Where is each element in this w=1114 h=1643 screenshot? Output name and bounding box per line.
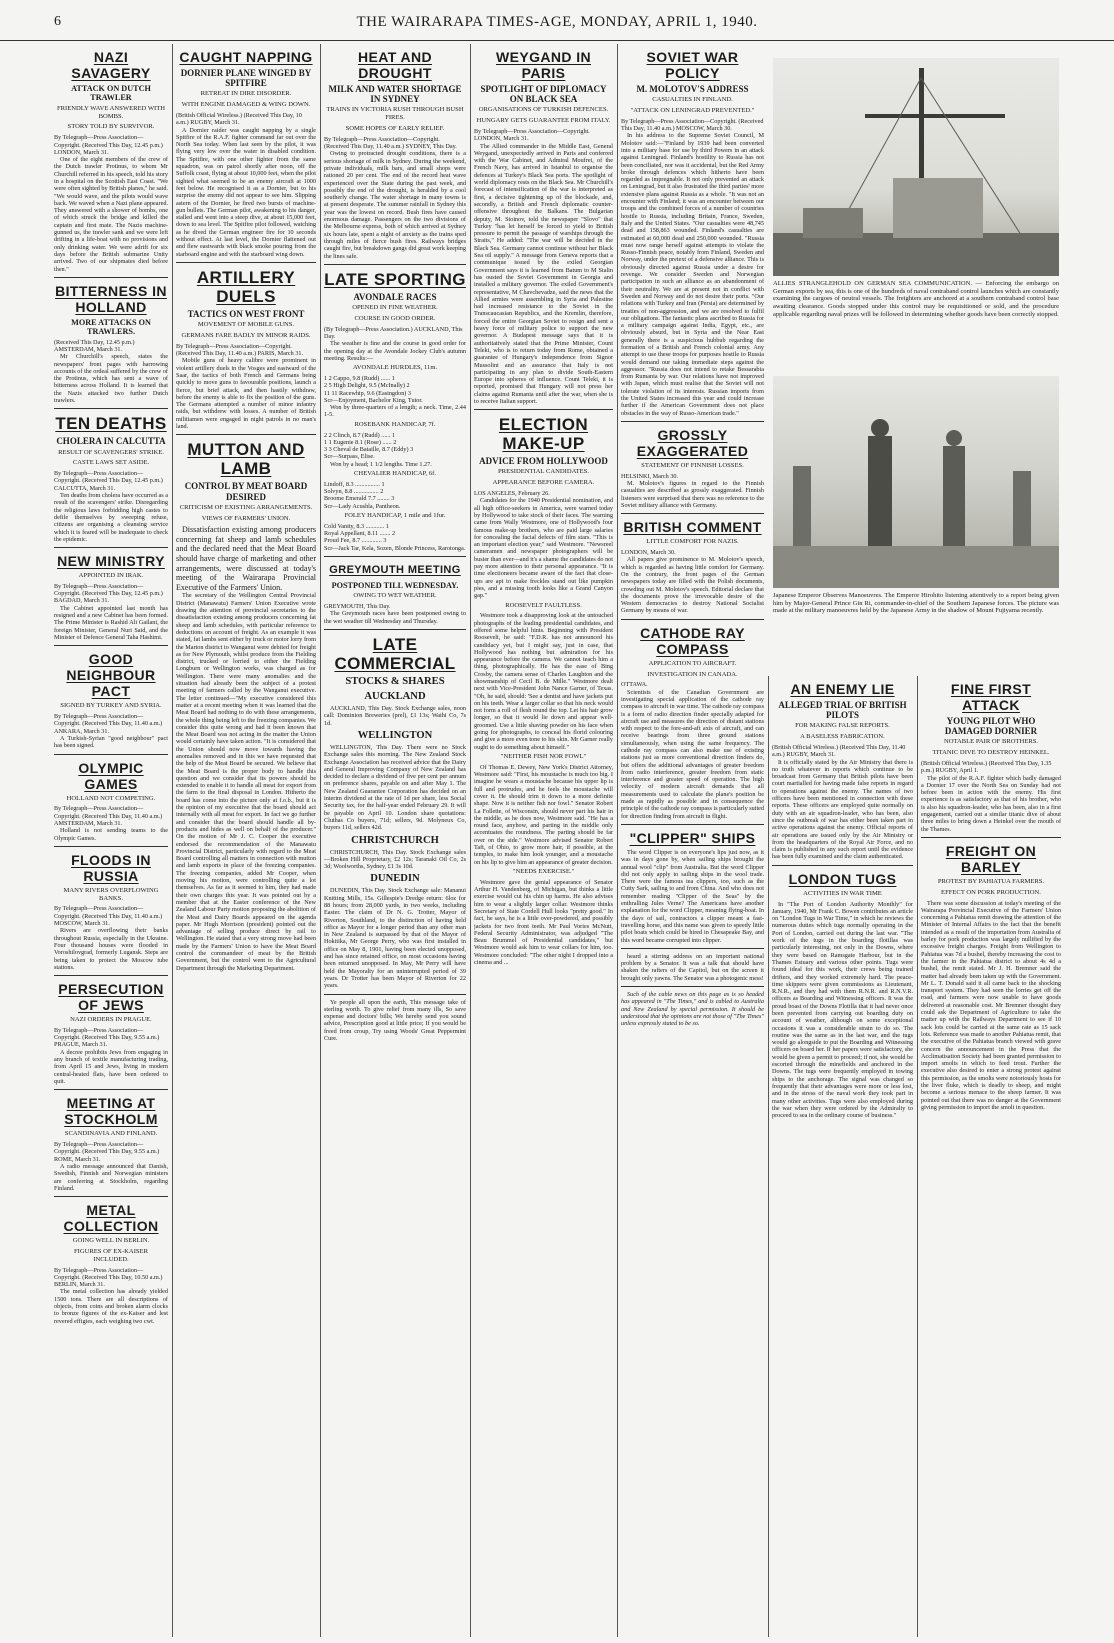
article-body: A Turkish-Syrian "good neighbour" pact has been signed. xyxy=(54,734,168,750)
race-result: 1 2 Cappo, 9.8 (Rudd) ...... 1 xyxy=(324,374,395,382)
race-heading: FOLEY HANDICAP, 1 mile and 1fur. xyxy=(344,511,446,519)
subheadline: MILK AND WATER SHORTAGE IN SYDNEY xyxy=(328,84,462,105)
headline: GREYMOUTH MEETING xyxy=(329,563,461,576)
dateline: By Telegraph—Press Association—Copyright. (Received This Day, 12.45 p.m.) CALCUTTA, March 31. xyxy=(54,470,163,492)
race-result: 11 11 Racewhip, 9.6 (Easingdon) 3 xyxy=(324,389,412,397)
dateline: By Telegraph—Press Association—Copyright. (Received This Day, 11.40 a.m.) SYDNEY, This Day. xyxy=(324,135,457,151)
photo-emperor-manoeuvres xyxy=(773,376,1059,588)
article-body: The pilot of the R.A.F. fighter which badly damaged a Dornier 17 over the North Sea on Sunday had not before been in action with the enemy. His first experience is as satisfactory as that of his brother, who is also his squadron-leader, who has been, also in a first engagement, carried out a similar titanic dive of about three miles to bring down a Heinkel over the mouth of the Thames. xyxy=(921,774,1061,833)
dateline: By Telegraph—Press Association—Copyright. (Received This Day, 12.45 p.m.) LONDON, March 31. xyxy=(54,134,163,156)
subheadline: SIGNED BY TURKEY AND SYRIA. xyxy=(60,702,162,710)
dateline: (British Official Wireless.) (Received This Day, 1.35 p.m.) RUGBY, April 1. xyxy=(921,760,1052,775)
race-result: Royal Appellant, 8.11 ....... 2 xyxy=(324,530,396,538)
section-heading: DUNEDIN xyxy=(370,873,420,885)
dateline: By Telegraph—Press Association—Copyright. (Received This Day, 10.50 a.m.) BERLIN, March 31. xyxy=(54,1266,163,1289)
article-body: DUNEDIN, This Day. Stock Exchange sale: Mananui Knitting Mills, 15s. Gillespie's Dredge return: 6loz for 88 hours; from 28,000 yards, in two weeks, including Easter. The claim of Dr N. G. Trotter, Mayor of Riverton, Southland, to the distinction of having held office as Mayor for a longer period than any other man in New Zealand is surpassed by that of the Mayor of Hokitika, Mr George Perry, who was first installed in office on May 8, 1901, having been elected unopposed, and has since retained office, on most occasions having been returned unopposed. In May, Mr Perry will have held the Mayoralty for an uninterrupted period of 39 years. Dr Trotter has been Mayor of Riverton for 22 years. xyxy=(324,887,466,990)
subheadline: STORY TOLD BY SURVIVOR. xyxy=(67,123,155,131)
photo-caption: Japanese Emperor Observes Manoeuvres. The Emperor Hirohito listening attentively to a report being given him by Major-General Prince Gin Ri, commander-in-chief of the Southern Japanese forces. The picture was made at the military manoeuvres held by the Japanese Army in the shadow of Mount Fujiyama recently. xyxy=(773,592,1059,615)
dateline: By Telegraph—Press Association—Copyright. (Received This Day, 11.40 a.m.) AMSTERDAM, March 31. xyxy=(54,805,163,827)
article-body: The weather is fine and the course in good order for the opening day at the Avondale Jockey Club's autumn meeting. Results:— xyxy=(324,340,466,362)
subheadline: OWING TO WET WEATHER. xyxy=(353,592,437,600)
subheadline: DORNIER PLANE WINGED BY SPITFIRE xyxy=(180,68,312,89)
headline: BITTERNESS IN HOLLAND xyxy=(55,282,167,315)
headline: LONDON TUGS xyxy=(788,870,897,887)
article-body: The metal collection has already yielded 1500 tons. There are all descriptions of objects, from coins and broken alarm clocks to bronze figures of the ex-Kaiser and lest revered effigies, each weighing two cwt. xyxy=(54,1288,168,1325)
headline: METAL COLLECTION xyxy=(63,1202,159,1235)
headline: ARTILLERY DUELS xyxy=(196,267,296,306)
subheadline: GOING WELL IN BERLIN. xyxy=(72,1237,150,1245)
article-body: The Cabinet appointed last month has resigned and a new Cabinet has been formed. The Prime Minister is Rashid Ali Gailani, the foreign Minister, General Nuri Said, and the Minister of Defence General Taha Hashimi. xyxy=(54,604,168,641)
race-result: Scr—Jack Tar, Kela, Sozen, Blonde Princess, Rarotonga. xyxy=(324,544,466,552)
headline: SOVIET WAR POLICY xyxy=(646,49,739,81)
article-body: The secretary of the Wellington Central Provincial District (Manawatu) Farmers' Union Executive wrote drawing the attention of provincial secretaries to the dissatisfaction existing among producers concerning fat sheep and lamb schedules, with particular reference to deductions on account of freight. As an example it was stated, fat lambs sent either by truck or motor lorry from the Marton district to Wanganui were debited for freight as for New Plymouth, whilst produce from the Fielding district, trucked or lorried to either the Fielding Longburn or Wellington works, was charged as for Wellington. There were many anomalies and the situation had already been the subject of a protest meeting of farmers called by the Wanganui executive. The letter continued—"My executive considered this matter at a recent meeting when it was learned that the Meat Board had nothing to do with these arrangements, the whole thing being left to the freezing companies. We consider this quite wrong and had it been known that the Meat Board was not acting in the matter the Union would certainly have taken action. "It is considered that the Union should now move towards having the anomalies removed and in this we have requested that the help of the Meat Board be secured. We believe that the Meat Board is the proper body to handle this question and we consider that its powers should be extended to enable it to handle all meat for export from the farm to the final disposal in London. Hitherto the board has come into the picture only at f.o.b., but it is the opinion of my executive that the board should act internally with all meat for export. In fact we go further and consider that the board should handle all by-products and hides as well on behalf of the producer." On the motion of Mr J. C. Cooper the executive endorsed the recommendation of the Manawatu Provincial District, particularly with regard to the Meat Board controlling all matters in connection with mutton and lamb exports in place of the freezing companies. The freezing companies, added Mr Cooper, when moving his motion, were controlling quite a lot themselves. As far as it seemed to him, they had made their own charges this year. It was pointed out by a member that at the Easter conference of the New Zealand Labour Party motion proposing the abolition of the Meat and Dairy Boards appeared on the agenda paper. Mr Hugh Morrison (president) pointed out the advantage of selling produce direct by rail to Wellington. He stated that a very strong move had been made by the Farmers' Union to have the Meat Board control the commandeer of meat by the British Government, but the control went to the Agricultural Department through the Marketing Department. xyxy=(176,592,316,972)
advertisement-verse: Ye people all upon the earth, This message take of sterling worth. To give relief from many ills, So save expense and doctors' bills; We hereby send you sound advice, Prescription good at little price; If you would be freed from croup, Try using Woods' Great Peppermint Cure. xyxy=(324,998,466,1043)
race-result: 2 5 High Delight, 9.5 (McInally) 2 xyxy=(324,382,410,390)
subheadline: ORGANISATIONS OF TURKISH DEFENCES. xyxy=(478,106,609,114)
article-lead: Dissatisfaction existing among producers concerning fat sheep and lamb schedules and the declared need that the Meat Board should have charge of marketing and other arrangements, were discussed at today's meeting of the Wairarapa Provincial Executive of the Farmers' Union. xyxy=(176,525,316,592)
subheadline: MORE ATTACKS ON TRAWLERS. xyxy=(71,317,151,337)
crosshead: "NEEDS EXERCISE." xyxy=(512,867,575,875)
article-body: CHRISTCHURCH, This Day. Stock Exchange sales—Broken Hill Proprietary, £2 12s; Taranaki Oil Co, 2s 3d; Woolworths, Sydney, £1 3s 10d. xyxy=(324,848,466,871)
article-body: There was some discussion at today's meeting of the Wairarapa Provincial Executive of the Farmers' Union concerning a Pahiatua remit drawing the attention of the Minister of Internal Affairs to the fact that the benefit intended as a result of the importation from Australia of barley for pork production was largely nullified by the excessive freight charges. Freight from Wellington to Pahiatua was 7d a bushel, thereby increasing the cost to the farmer in the Pahiatua district to about 4s 4d a bushel, the remit stated. Mr J. H. Bremner said the matter had already been taken up with the Government. Mr L. T. Donald said it all came back to the shocking transport system. They had seen the lorries get off the road, and farmers were now unable to have goods delivered at reasonable cost. Mr Bremner thought they could ask the Department of Agriculture to take the matter up with the Railways Department to see if 10 sack lots could be carried at the same rate as 15 sack lots. Reference was made to another Pahiatua remit, that the executive of the Pahiatua branch viewed with grave concern the announcement in the Press that the Acclimatisation Society had been granted permission to import smolts in which to feed trout. Further the executive also desired to enter a strong protest against this permission, as the smolts were notoriously hosts for the liver fluke, which is deadly to sheep, and might become a serious menace to the sheep farmer. It was pointed out that there was no danger at the Government giving permission to import the smolt in question. xyxy=(921,899,1061,1111)
column-rule xyxy=(617,44,618,1637)
subheadline: INVESTIGATION IN CANADA. xyxy=(647,670,738,678)
subheadline: SPOTLIGHT OF DIPLOMACY ON BLACK SEA xyxy=(480,84,607,105)
headline: CAUGHT NAPPING xyxy=(179,49,313,65)
headline: GOOD NEIGHBOUR PACT xyxy=(66,651,156,700)
subheadline: SOME HOPES OF EARLY RELIEF. xyxy=(345,125,445,132)
column-1 xyxy=(54,44,168,1641)
race-result: Cold Vanity, 8.3 ............ 1 xyxy=(324,522,389,530)
headline: MEETING AT STOCKHOLM xyxy=(64,1095,158,1128)
subheadline: PROTEST BY PAHIATUA FARMERS. xyxy=(937,877,1045,885)
headline: TEN DEATHS xyxy=(55,414,167,434)
article-continuation: heard a stirring address on an important national problem by a Senator. It was a talk that should have shaken the rafters of the Capitol, but on the screen it brought only yawns. The Senator was a photogenic mess! xyxy=(621,952,764,982)
subheadline: STATEMENT OF FINNISH LOSSES. xyxy=(641,461,744,469)
subheadline: ADVICE FROM HOLLYWOOD xyxy=(479,456,608,467)
subheadline: ACTIVITIES IN WAR TIME xyxy=(803,889,882,897)
article-body: Of Thomas E. Dewey, New York's District Attorney, Westmore said: "First, his moustache is much too big. I imagine he wears a moustache because his upper lip is full and protrudes, and he feels the moustache will cover it. He should trim it down to a more definite shape. Now it is neither fish nor fowl." Senator Robert La Follette, of Wisconsin, should never part his hair in the middle, as he does now, Westmore said. "He has a round face, anyhow, and parting in the middle only accentuates the roundness. The parting should be far over on the side." Westmore advised Senator Robert Taft, of Ohio, to grow more hair, if possible, at the temples, to make him look younger, and a moustache on his lip to give him an appearance of greater decision. xyxy=(474,763,613,866)
article-body: In his address to the Supreme Soviet Council, M Molotov said:—"Finland by 1939 had been converted into a military base for use by third Powers in an attack against Leningrad. Finland's hostility to Russia has not been conciliated, nor was it accidental, but the Red Army broke through defences which hitherto have been regarded as impregnable. It not only prevented an attack on Leningrad, but it also frustrated the third parties' more extensive plans against Russia as a whole. "It was not an encounter with Finland; it was an encounter between our troops and the combined forces of a number of countries hostile to Russia, including Britain, France, Sweden, Italy and the United States. "Our casualties were 48,745 dead and 158,863 wounded. Finland's casualties are estimated at 60,000 dead and 250,000 wounded. "Russia must now range herself against attempts to violate the Russo-Finnish peace, notably from Finland, Sweden and Norway, under the pretext of a defensive alliance. This is obviously directed against Russia under a desire for revenge. We consider Sweden and Norwegian participation in such an alliance as an abandonment of their neutrality. We are at present not in conflict with Sweden and Norway and do not desire their ports. "Our relations with Turkey and Iran (Persia) are determined by treaties of non-aggression, and we are resolved to fulfil our obligations. The fantastic plans ascribed to Russia for a military campaign against India, Egypt, etc., are obviously absurd, but in Syria and the Near East generally there is a suspicious hubbub regarding the formation of a British and French colonial army. Any attempt to use these troops for purposes hostile to Russia would demand our taking immediate steps against the aggressor. "Russia does not intend to retake Bessarabia from Rumania by war. Our relations have not improved with Japan, which must realise that the Soviet will not tolerate violation of its interests. Russian imports from the United States increased this year and could increase further if the American Government does not place obstacles in the way of Russo-American trade." xyxy=(621,132,764,417)
dateline: GREYMOUTH, This Day. xyxy=(324,603,391,611)
article-body: A decree prohibits Jews from engaging in any branch of textile manufacturing trading, from April 15 and Jews, living in modern central-heated flats, have been ordered to quit. xyxy=(54,1048,168,1085)
subheadline: POSTPONED TILL WEDNESDAY. xyxy=(331,580,459,590)
race-result: 2 2 Clinch, 8.7 (Rudd) ...... 1 xyxy=(324,431,396,439)
subheadline: RESULT OF SCAVENGERS' STRIKE. xyxy=(58,448,164,456)
article-body: A radio message announced that Danish, Swedish, Finnish and Norwegian ministers are conferring at Stockholm, regarding Finland. xyxy=(54,1162,168,1192)
subheadline: APPEARANCE BEFORE CAMERA. xyxy=(492,479,595,487)
headline: "CLIPPER" SHIPS xyxy=(629,829,756,846)
subheadline: EFFECT ON PORK PRODUCTION. xyxy=(941,888,1041,896)
dateline: By Telegraph—Press Association—Copyright. (Received This Day, 9.55 a.m.) PRAGUE, March 31. xyxy=(54,1026,160,1049)
subheadline: A BASELESS FABRICATION. xyxy=(800,733,885,741)
crosshead: ROOSEVELT FAULTLESS. xyxy=(505,601,582,609)
headline: NAZI SAVAGERY xyxy=(71,49,151,81)
column-2 xyxy=(176,44,316,1641)
dateline: By Telegraph—Press Association—Copyright. (Received This Day, 11.40 a.m.) PARIS, March 31. xyxy=(176,342,304,358)
subheadline: HOLLAND NOT COMPETING. xyxy=(66,794,156,802)
column-4 xyxy=(474,44,613,1641)
photo-caption: ALLIES STRANGLEHOLD ON GERMAN SEA COMMUNICATION. — Enforcing the embargo on German exports by sea, this is one of the hundreds of naval contraband control launches which are constantly examining the cargoes of neutral vessels. The freighters are anchored at a southern contraband control base awaiting clearance. Goods stopped under this control may be requisitioned or sold, and the procedure applicable regarding naval prizes will be followed in determining whether goods have been correctly stopped. xyxy=(773,280,1059,318)
subheadline: APPLICATION TO AIRCRAFT. xyxy=(648,659,737,667)
subheadline: VIEWS OF FARMERS' UNION. xyxy=(201,514,291,522)
article-body: It is officially stated by the Air Ministry that there is no truth whatever in reports which continue to be broadcast from Germany that British pilots have been court martialled for having made false reports in regard to operations against the enemy. The names of two officers have been mentioned in connection with these reports. These officers are employed quite normally on duty with an air squadron-leader, who has been, also since the outbreak of war has either been taken part in active operations against the enemy. Official reports of air operations are issued only by the Air Ministry or from the headquarters of the Royal Air Force, and no claim is published in any such report until the evidence has been fully examined and the claim authenticated. xyxy=(772,758,913,861)
dateline: By Telegraph—Press Association—Copyright. (Received This Day, 11.40 a.m.) ANKARA, March 31. xyxy=(54,713,163,735)
subheadline: NOTABLE PAIR OF BROTHERS. xyxy=(943,738,1039,746)
photo-naval-launch xyxy=(773,58,1059,276)
article-body: The Allied commander in the Middle East, General Weygand, unexpectedly arrived in Paris and conferred with the War Cabinet, and Admiral Moufrei, of the French Navy, has arrived in Istanbul to organise the defences at Turkey's Black Sea ports. The spotlight of world diplomacy rests on the Black Sea. Mr Churchill's forecast of intensification of the war is interpreted as first, a decisive tightening up of the blockade, and, secondly, a British and French diplomatic counter-offensive throughout the Balkans. The Bulgarian deputy, M. Stoinov, told the newspaper "Slovo" that Turkey "has let herself be forced to yield to British pressure to permit the passage of warships through the Straits," He added: "The war will be decided in the Black Sea. Germany cannot continue without her Black Sea oil supply." A message from Geneva reports that a communique issued by the exiled Georgian Government says it is learned from Batum to M Stalin has ousted the Soviet Government in Georgia and installed a military governor. The exiled Government's representative, M Chavchevadze, said the news that the Allied armies were assembling in Syria and Palestine had increased resistance to the Soviet in the Transcaucasian Republics, and the Kremlin, therefore, forced the entire Georgian Soviet to resign and sent a heavy force of military police to support the new governor. A Budapest message says that it is authoritatively stated that the Prime Minister, Count Teleki, who is to return today from Rome, obtained a guarantee of Hungary's independence from Signor Mussolini and an assurance that Italy is not participating in any plan to divide South-Eastern Europe into spheres of influence. Count Teleki, it is reported, promised that Hungary will not press her claims against Rumania until after the war, when she is to receive Italian support. xyxy=(474,142,613,405)
dateline: OTTAWA. xyxy=(621,681,648,689)
column-5 xyxy=(621,44,764,1641)
article-body: AUCKLAND, This Day. Stock Exchange sales, noon call: Dominion Breweries (prel), £1 13s; Waihi Co, 7s 1d. xyxy=(324,705,466,727)
article-body: One of the eight members of the crew of the Dutch trawler Protinus, to whom Mr Churchill referred in his speech, told his story in a hospital on the Scottish East Coast. "We were often sighted by British planes," he said. "We would wave, and the pilots would wave back. We waved when a Nazi plane appeared. They answered with a shower of bombs, one of which struck the bridge and killed the captain and first mate. The Nazis machine-gunned us, the trawler sank and we were left drifting in a life-boat with no provisions and only drinking water. We were adrift for six days before the British submarine Unity arrived. Two of our shipmates died before then." xyxy=(54,156,168,273)
headline: PERSECUTION OF JEWS xyxy=(58,981,164,1014)
column-rule xyxy=(320,44,321,1637)
article-body: Mobile guns of heavy calibre were prominent in violent artillery duels in the Vosges and eastward of the Saar, the tactics of both French and Germans being quickly to move guns to favourable positions, launch a fierce, but brief attack, and then hastily withdraw, before the enemy is able to fix the position of the guns. The Germans attempted a number of minor infantry raids, but withdrew with losses. A number of British militiamen were engaged in night patrols in no man's land. xyxy=(176,357,316,430)
subheadline: CASTE LAWS SET ASIDE. xyxy=(72,459,150,467)
article-body: A Dornier raider was caught napping by a single Spitfire of the R.A.F. fighter command far out over the North Sea today. When last seen by the pilot, it was flying very low over the water in disabled condition. The Spitfire, with one other fighter from the same squadron, was on patrol shortly after noon, off the Suffolk coast, flying at about 10,000 feet, when the pilot sighted what seemed to be an enemy aircraft at 1000 feet below. He recognised it as a Dornier, but to his surprise the enemy did not appear to see him. Slipping astern of the Dornier, he fired two bursts of machine-gun bullets. The German pilot, awakening to his danger, stalled and went into a steep dive, at about 15,000 feet, down to sea level. The Spitfire pilot followed, watching as he dived the German engineer fire for 10 seconds without effect. At last level, the Dornier flattened out and flew eastwards with black smoke pouring from the starboard engine and with the starboard wing down. xyxy=(176,126,316,258)
article-body: Scientists of the Canadian Government are investigating special application of the cathode ray compass to aircraft in war time. The cathode ray compass is a form of radio direction finder specially adapted for aircraft use and measures the direction of distant stations with respect to the fore-and-aft axis of aircraft, and can receive bearings from three ground stations simultaneously, when using the same frequency. The cathode ray compass can also make use of existing stations just as more conventional direction finders do, but offers the additional advantages of greater freedom from radio interference, greater freedom from static interference and greater speed of operation. The high velocity of modern aircraft demands that all measurements used to calculate the plane's position be made as rapidly as possible and in consequence the principle of the cathode ray compass is particularly suited for direction finding from aircraft in flight. xyxy=(621,688,764,820)
article-body: Holland is not sending teams to the Olympic Games. xyxy=(54,827,168,842)
dateline: LONDON, March 30. xyxy=(621,549,676,557)
race-result: Solvyn, 8.8 ................ 2 xyxy=(324,488,384,496)
dateline: By Telegraph—Press Association—Copyright. (Received This Day, 11.40 a.m.) MOSCOW, March 30. xyxy=(621,117,764,133)
race-result: 1 1 Eugenie 8.1 (Rose) ...... 2 xyxy=(324,438,397,446)
headline: AN ENEMY LIE xyxy=(790,681,895,697)
subheadline: PRESIDENTIAL CANDIDATES. xyxy=(498,468,589,476)
subheadline: APPOINTED IN IRAK. xyxy=(78,572,144,580)
subheadline: FIGURES OF EX-KAISER INCLUDED. xyxy=(73,1247,148,1263)
dateline: HELSINKI, March 30. xyxy=(621,472,679,480)
subheadline: WITH ENGINE DAMAGED & WING DOWN. xyxy=(181,101,311,109)
article-body: M. Molotov's figures in regard to the Finnish casualties are described as grossly exaggerated. Finnish listeners were surprised that there was no reference to the Soviet military alliance with Germany. xyxy=(621,480,764,509)
headline: HEAT AND DROUGHT xyxy=(358,49,432,81)
subheadline: NAZI ORDERS IN PRAGUE. xyxy=(70,1016,152,1024)
race-result: Scr—Surpass, Elise. xyxy=(324,453,375,461)
section-heading: AUCKLAND xyxy=(364,691,426,703)
subheadline: YOUNG PILOT WHO DAMAGED DORNIER xyxy=(944,716,1038,737)
headline: LATE SPORTING xyxy=(324,269,466,289)
dateline: (Received This Day, 12.45 p.m.) AMSTERDAM, March 31. xyxy=(54,338,135,353)
page-number: 6 xyxy=(54,14,61,29)
headline: ELECTION MAKE-UP xyxy=(498,415,589,454)
race-result: Proud Fee, 8.7 ............. 3 xyxy=(324,537,387,545)
column-rule xyxy=(470,44,471,1637)
dateline: (British Official Wireless.) (Received This Day, 10 a.m.) RUGBY, March 31. xyxy=(176,112,302,127)
subheadline: ATTACK ON DUTCH TRAWLER xyxy=(71,84,151,103)
article-body: Ten deaths from cholera have occurred as a result of the scavengers' strike. Disregarding the religious laws forbidding high castes to defile themselves by sweeping refuse, citizens are organising a cleansing service which it is feared will be inadequate to check the epidemic. xyxy=(54,492,168,543)
race-heading: AVONDALE HURDLES, 11m. xyxy=(352,364,438,372)
subheadline: M. MOLOTOV'S ADDRESS xyxy=(636,84,749,94)
race-heading: ROSEBANK HANDICAP, 7f. xyxy=(354,420,436,428)
column-6 xyxy=(772,676,913,1641)
article-body: In "The Port of London Authority Monthly" for January, 1940, Mr Frank C. Bowen contributes an article on "London Tugs in War Time," in which he reviews the numerous duties which tugs normally operating in the Port of London, carried out during the last war. "The work of the tugs in the boarding flotillas was particularly interesting, not only in the Downs, where they were based on Ramsgate Harbour, but in the Thames Estuary and various other points. Tugs were found ideal for this work, their crews being trained drifters, and they worked extremely hard. The peace-time skippers were given commissions as Lieutenant, R.N.R., and they had with them R.N.R. and R.N.V.R. officers as Boarding and Witnessing officers. It was the proud boast of the Downs Flotilla that it had never once been prevented from carrying out boarding duty on account of weather, although on some exceptional occasions it was a considerable strain to do so. The routine was the same as in the last war, and the tugs would go alongside to put the Boarding and Witnessing officers on board her. If her papers were satisfactory, she would be given a permit to proceed; if not, she would be escorted through the minefields and anchored in the Downs. The tugs were frequently employed in towing ships to the anchorage. The signal was changed so frequently that their advantages were more or less lost, and in the stress of the naval work they took part in many other activities. Tugs were also employed during the war when they were ordered by the Admiralty to proceed to sea in the ordinary course of business." xyxy=(772,900,913,1120)
dateline: By Telegraph—Press Association—Copyright. (Received This Day, 9.55 a.m.) ROME, March 31. xyxy=(54,1141,160,1163)
headline: FREIGHT ON BARLEY xyxy=(945,842,1037,875)
article-body: WELLINGTON, This Day. There were no Stock Exchange sales this morning. The New Zealand Stock Exchange Association has received advice that the Dairy and General Improving Company of New Zealand has decided to declare a dividend of five per cent per annum on preference shares, payable on and after May 1. The New Zealand Guarantee Corporation has decided on an interim dividend at the rate of 1d per share, less Social Security tax, for the half-year ended February 29. It will be payable on April 10. London share quotations: Cluthas Co buyers, 71d; sellers, 9d. Molyneux Co, buyers 11d, sellers 42d. xyxy=(324,743,466,832)
subheadline: COURSE IN GOOD ORDER. xyxy=(354,314,436,322)
dateline: (By Telegraph—Press Association.) AUCKLAND, This Day. xyxy=(324,325,463,340)
ship-mast-illustration xyxy=(773,58,1059,276)
headline: MUTTON AND LAMB xyxy=(187,440,305,479)
subheadline: CRITICISM OF EXISTING ARRANGEMENTS. xyxy=(179,503,313,511)
race-result: Scr—Enjoyment, Bachelor King, Tutor. xyxy=(324,396,423,404)
dateline: By Telegraph—Press Association—Copyright. LONDON, March 31. xyxy=(474,128,590,143)
race-result: Scr—Lady Acushla, Pantheon. xyxy=(324,502,401,510)
dateline: By Telegraph—Press Association—Copyright. (Received This Day, 12.45 p.m.) BAGDAD, March 31. xyxy=(54,582,163,605)
subheadline: TACTICS ON WEST FRONT xyxy=(187,308,305,319)
subheadline: CHOLERA IN CALCUTTA xyxy=(56,436,166,447)
headline: GROSSLY EXAGGERATED xyxy=(636,426,749,459)
subheadline: TITANIC DIVE TO DESTROY HEINKEL. xyxy=(932,749,1050,757)
subheadline: MOVEMENT OF MOBILE GUNS. xyxy=(197,321,295,329)
article-body: Westmore gave the genial appearance of Senator Arthur H. Vandenberg, of Michigan, but thinks a little exercise would cut his chin up harms. He also advises him to wear a slightly larger collar. Westmore thinks Secretary of State Cordell Hull looks "pretty good." In fact, he says, he is a little over-powdered, and possibly jackets for two front teeth. Mr Paul Vories McNutt, Federal Security Administrator, was adjudged "The Beau Brummel of Presidential candidates," but Westmore would ask him to wear collars for him, too. Westmore concluded: "The other night I dropped into a cinema and ... xyxy=(474,878,613,966)
race-heading: CHEVALIER HANDICAP, 6f. xyxy=(354,469,436,477)
subheadline: HUNGARY GETS GUARANTEE FROM ITALY. xyxy=(476,117,611,125)
headline: NEW MINISTRY xyxy=(57,553,165,570)
article-body: Westmore took a disapproving look at the untouched photographs of the leading presidential candidates, and offered some helpful hints. Beginning with President Roosevelt, he said: "F.D.R. has not announced his candidacy yet, but I might say, just in case, that Hollywood has nothing but admiration for his appearance before the camera. We cannot teach him a thing, photographically. He has the ease of Bing Crosby, the camera sense of Charles Laughton and the showmanship of Cecil B. de Mille." Westmore dealt next with Vice-President John Nance Garner, of Texas. "Oh, he said, should: 'See a dentist and have jackets put on his teeth. Wear a larger collar so that his neck would not form a roll of flesh round the top. Let his hair grow longer, so that it would lie down and appear well-groomed. Use a little shaving powder on his face when going for photographs, to conceal his florid colouring and give a more even tone to his skin. Mr Garner really ought to do something about himself." xyxy=(474,612,613,751)
column-rule xyxy=(917,676,918,1637)
dateline: By Telegraph—Press Association—Copyright. (Received This Day, 11.40 a.m.) MOSCOW, March 31. xyxy=(54,905,163,928)
subheadline: RETREAT IN DIRE DISORDER. xyxy=(200,90,292,98)
subheadline: TRAINS IN VICTORIA RUSH THROUGH BUSH FIRES. xyxy=(326,106,464,122)
subheadline: CASUALTIES IN FINLAND. xyxy=(652,96,733,104)
subheadline: MANY RIVERS OVERFLOWING BANKS. xyxy=(63,886,159,902)
subheadline: LITTLE COMFORT FOR NAZIS. xyxy=(646,538,739,546)
dateline: LOS ANGELES, February 26. xyxy=(474,490,550,498)
article-body: Candidates for the 1940 Presidential nomination, and all high office-seekers in America, were warned today by Hollywood to take stock of their faces. The warning came from Wally Westmore, one of Hollywood's four famous make-up brothers, who are paid large salaries for concealing the facial defects of film stars. "This is an important election year," said Westmore. "Newsreel cameramen and newspaper photographers will be busier than ever—and it's a shame the candidates do not pay more attention to their personal appearance. "It is time electioneers became aware of the fact that close-ups are apt to make freckles stand out like pumpkin pies, and a missing tooth looks like a Grand Canyon gap." xyxy=(474,497,613,600)
race-note: Won by a head; 1 1/2 lengths. Time 1.27. xyxy=(330,460,432,468)
headline: FINE FIRST ATTACK xyxy=(950,681,1032,713)
column-rule xyxy=(768,676,769,1637)
subheadline: OPENED IN FINE WEATHER. xyxy=(352,304,438,312)
race-result: 3 3 Cheval de Bataille, 8.7 (Eddy) 3 xyxy=(324,446,414,454)
subheadline: SCANDINAVIA AND FINLAND. xyxy=(64,1130,158,1138)
article-body: Mr Churchill's speech, states the newspapers' front pages with harrowing accounts of the ordeal suffered by the crew of the Protinus, which has sent a wave of bitterness across Holland. It is learned that the Nazis attacked two further Dutch trawlers. xyxy=(54,353,168,405)
column-3 xyxy=(324,44,466,1641)
copyright-footnote: Such of the cable news on this page as is so headed has appeared in "The Times," and is cabled to Australia and New Zealand by special permission. It should be understood that the opinions are not those of "The Times" unless expressly stated to be so. xyxy=(621,991,764,1028)
subheadline: FRIENDLY WAVE ANSWERED WITH BOMBS. xyxy=(56,104,166,120)
figures-illustration xyxy=(773,376,1059,588)
subheadline: STOCKS & SHARES xyxy=(345,676,445,688)
dateline: (British Official Wireless.) (Received This Day, 11.40 a.m.) RUGBY, March 31. xyxy=(772,744,906,759)
headline: LATE COMMERCIAL xyxy=(334,635,456,674)
crosshead: "NEITHER FISH NOR FOWL" xyxy=(500,752,587,760)
subheadline: CONTROL BY MEAT BOARD DESIRED xyxy=(184,481,308,502)
article-body: Rivers are overflowing their banks throughout Russia, especially in the Ukraine. Four thousand houses were flooded in Voroshilovgrad, formerly Lugansk. Steps are being taken to protect the Moscow tube stations. xyxy=(54,927,168,971)
headline: OLYMPIC GAMES xyxy=(78,759,144,792)
masthead-title: THE WAIRARAPA TIMES-AGE, MONDAY, APRIL 1, 1940. xyxy=(356,14,758,30)
article-body: All papers give prominence to M. Molotov's speech, which is regarded as having little comfort for Germany. On the contrary, the front pages of the German newspapers today are filled with the Polish documents, crowding out M. Molotov's speech. Editorial declare that the documents prove the irrevocable desire of the Western democracies to destroy National Socialist Germany by means of war. xyxy=(621,556,764,615)
masthead xyxy=(0,0,1114,41)
subheadline: GERMANS FARE BADLY IN MINOR RAIDS. xyxy=(181,331,311,339)
headline: WEYGAND IN PARIS xyxy=(496,49,591,81)
article-body: The Greymouth races have been postponed owing to the wet weather till Wednesday and Thursday. xyxy=(324,610,466,625)
subheadline: AVONDALE RACES xyxy=(353,291,437,302)
section-heading: CHRISTCHURCH xyxy=(351,834,439,846)
column-7 xyxy=(921,676,1061,1641)
article-body: Owing to protracted drought conditions, there is a serious shortage of milk in Sydney. During the weekend, private individuals, milk bars, and small shops were rationed 20 per cent. The end of the record heat wave experienced over the State during the past week, and possibly the end of the drought, is heralded by a cool southerly change. The water shortage in many towns is at present desperate. The summer rainfall in Sydney this year was the lowest on record. Bush fires have caused enormous damage. Passengers on the two divisions of the Melbourne express, both of which arrived at Sydney six hours late, spent a night of anxiety as the trains sped through miles of fierce bush fires. Railways bridges caught fire, but breakdown gangs did great work keeping the lines safe. xyxy=(324,150,466,260)
subheadline: ALLEGED TRIAL OF BRITISH PILOTS xyxy=(778,700,907,721)
race-result: Lindoff, 8.3 ................ 1 xyxy=(324,480,385,488)
subheadline: FOR MAKING FALSE REPORTS. xyxy=(795,722,890,730)
subheadline: "ATTACK ON LENINGRAD PREVENTED." xyxy=(630,107,755,114)
headline: CATHODE RAY COMPASS xyxy=(640,624,745,657)
section-heading: WELLINGTON xyxy=(357,729,433,741)
headline: FLOODS IN RUSSIA xyxy=(71,851,151,884)
headline: BRITISH COMMENT xyxy=(623,519,762,536)
column-rule xyxy=(172,44,173,1637)
race-result: Broome Emerald 7.7 ........ 3 xyxy=(324,495,395,503)
article-body: The word Clipper is on everyone's lips just now, as it was in days gone by, when sailing ships brought the annual wool "clip" from Australia. But the word Clipper did not only apply to sailing ships in the wool trade. There were the famous tea clippers, too, such as the Cutty Sark, sailing to and from China. And who does not remember reading "Clipper of the Seas" by the enthralling Jules Verne? The Americans have another explanation for the word Clipper, meaning flying-boat. In the days of sail, contractors a clipper meant a fast-travelling horse, and this name was given to speedy little pilot boats which could be hired in Chesapeake Bay, and this word became corrupted into clipper. xyxy=(621,848,764,944)
race-note: Won by three-quarters of a length; a neck. Time, 2.44 1-5. xyxy=(324,404,466,419)
